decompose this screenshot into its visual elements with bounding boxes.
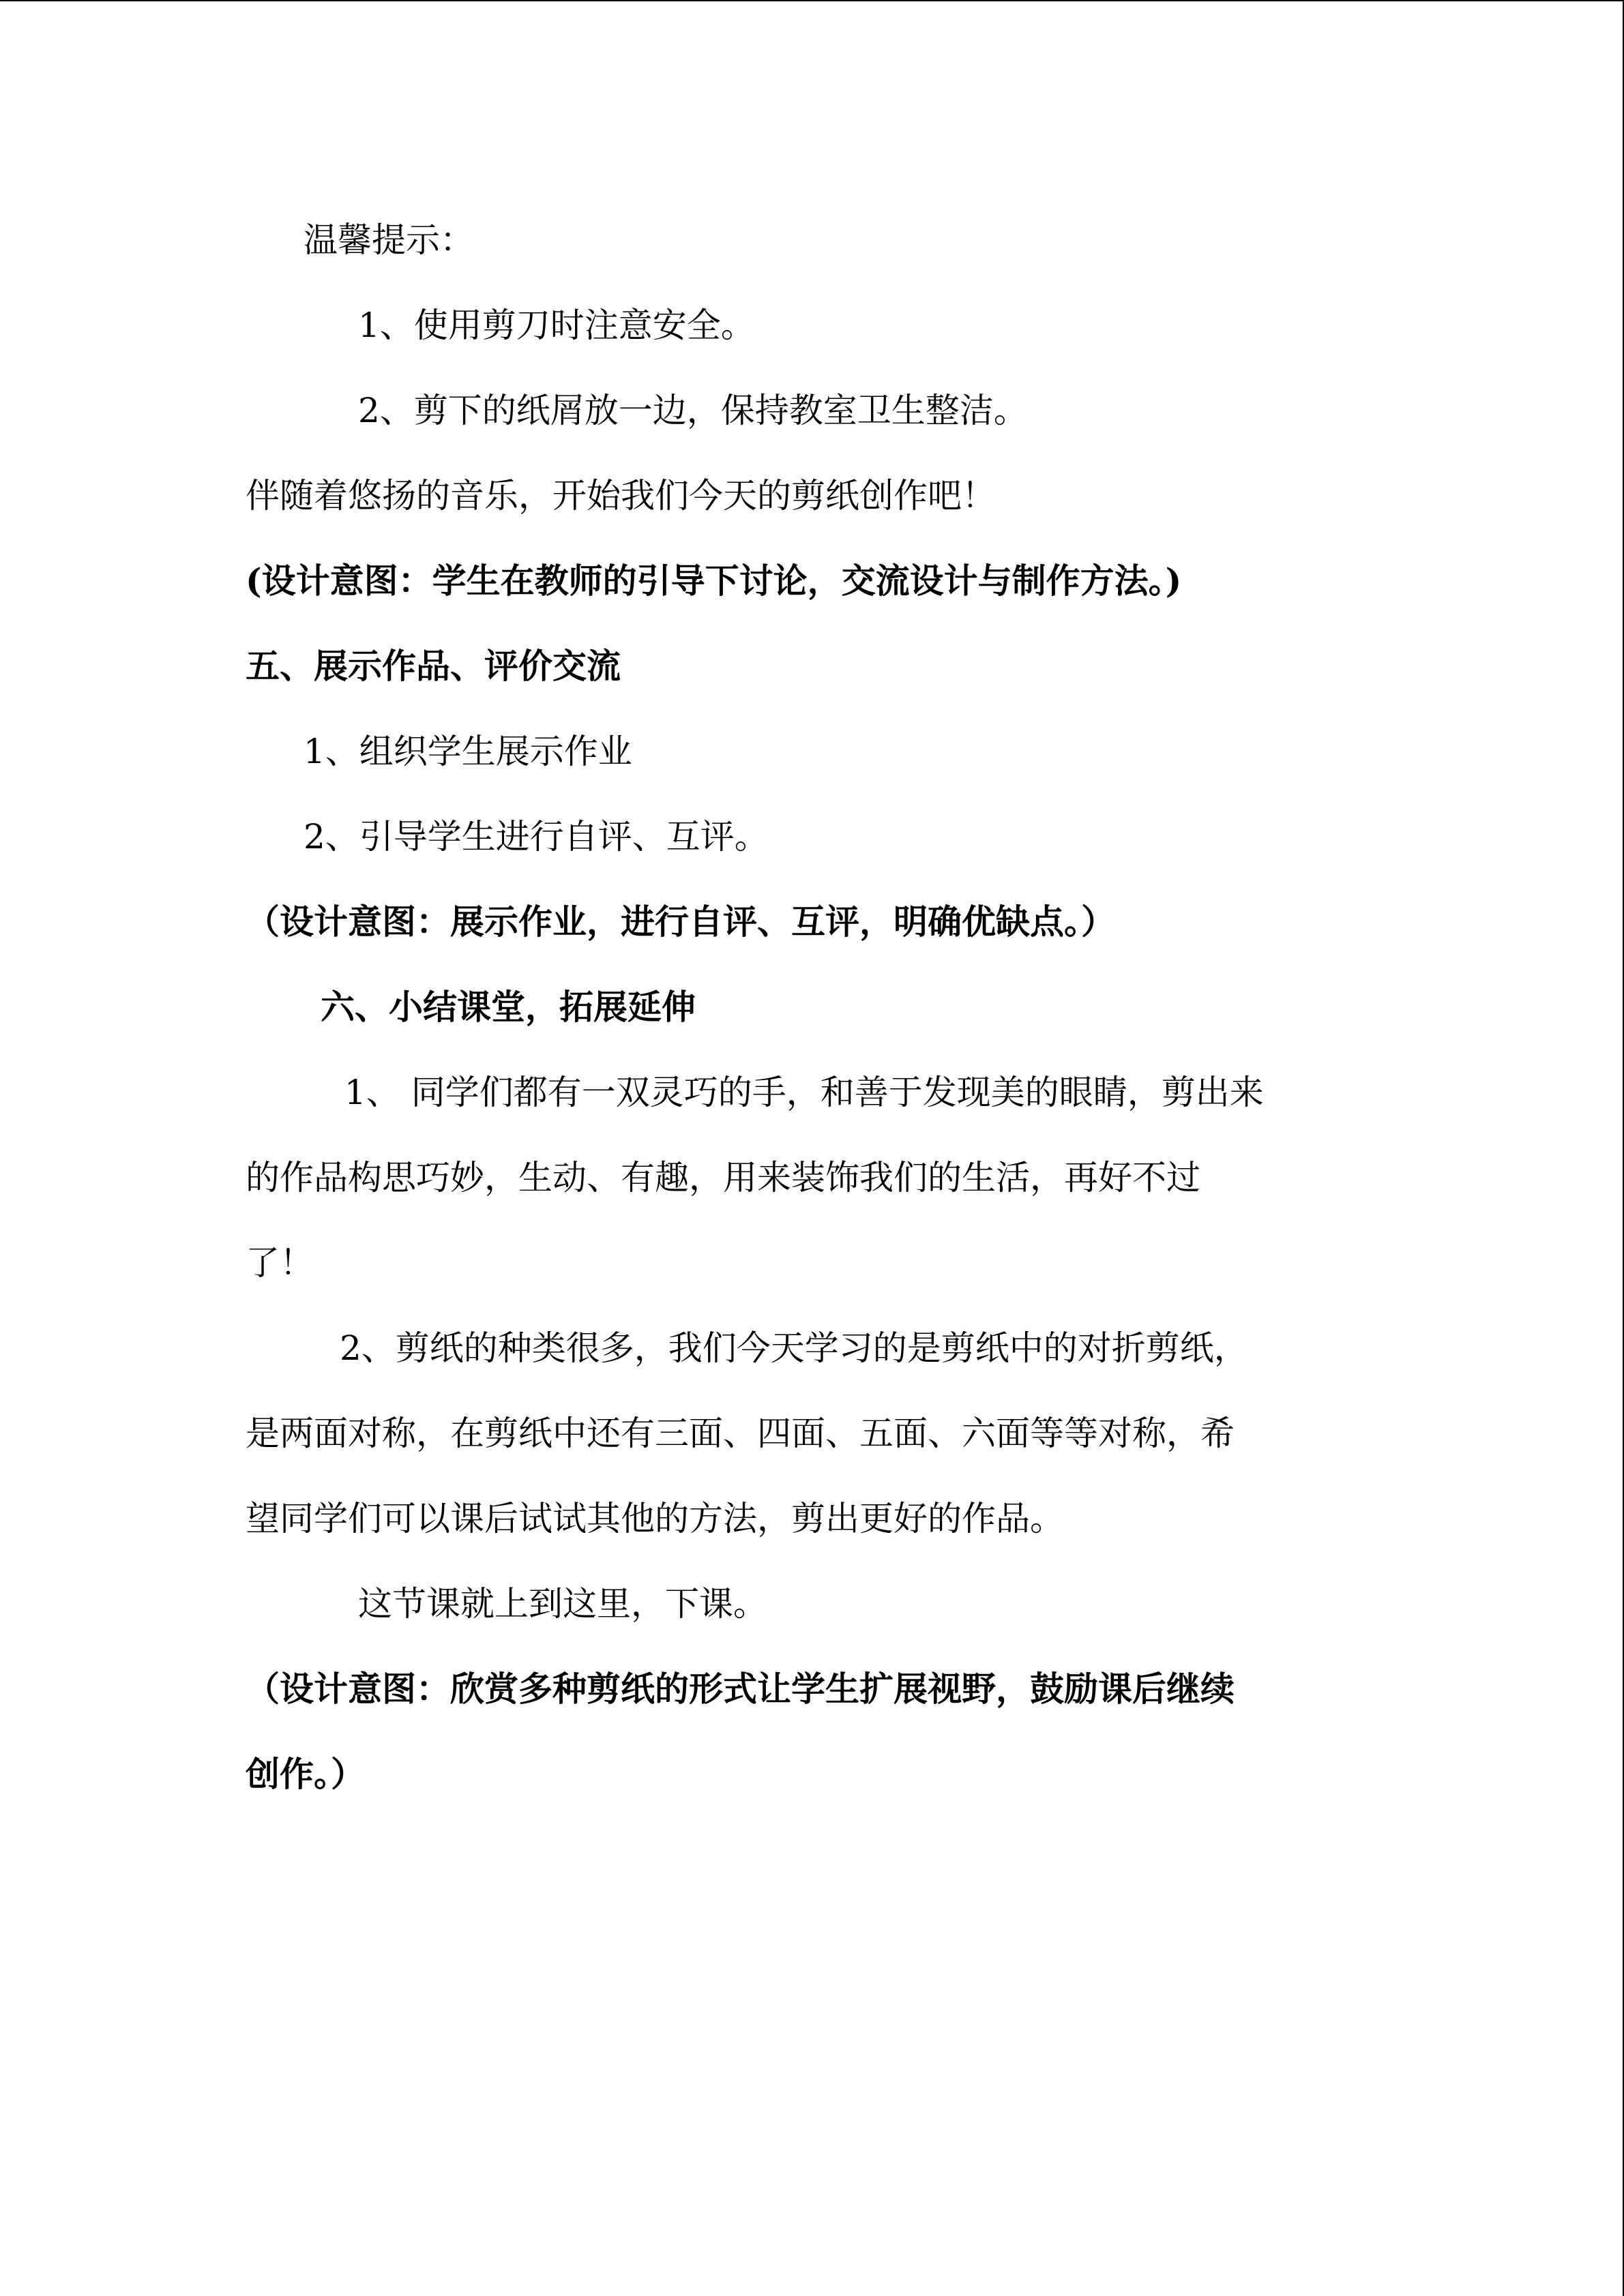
design-intent-note-3-line-2: 创作。） — [246, 1754, 365, 1794]
tip-item-1: 1、使用剪刀时注意安全。 — [358, 305, 755, 345]
closing-sentence: 这节课就上到这里，下课。 — [358, 1584, 767, 1624]
design-intent-note-1: (设计意图：学生在教师的引导下讨论，交流设计与制作方法。) — [246, 561, 1182, 601]
design-intent-note-2: （设计意图：展示作业，进行自评、互评，明确优缺点。） — [246, 901, 1115, 942]
section-5-item-1: 1、组织学生展示作业 — [304, 732, 632, 771]
section-5-item-2: 2、引导学生进行自评、互评。 — [304, 817, 769, 856]
section-6-para-2-line-3: 望同学们可以课后试试其他的方法，剪出更好的作品。 — [246, 1499, 1064, 1538]
section-6-para-2-line-1: 2、剪纸的种类很多，我们今天学习的是剪纸中的对折剪纸， — [340, 1328, 1248, 1368]
section-6-para-1-line-2: 的作品构思巧妙，生动、有趣，用来装饰我们的生活，再好不过 — [246, 1158, 1200, 1197]
section-heading-5: 五、展示作品、评价交流 — [246, 646, 621, 686]
section-6-para-1-line-1: 1、 同学们都有一双灵巧的手，和善于发现美的眼睛，剪出来 — [344, 1073, 1264, 1112]
intro-sentence: 伴随着悠扬的音乐，开始我们今天的剪纸创作吧！ — [246, 476, 996, 516]
section-heading-6: 六、小结课堂，拓展延伸 — [321, 987, 696, 1027]
section-6-para-2-line-2: 是两面对称，在剪纸中还有三面、四面、五面、六面等等对称，希 — [246, 1414, 1235, 1453]
design-intent-note-3-line-1: （设计意图：欣赏多种剪纸的形式让学生扩展视野，鼓励课后继续 — [246, 1669, 1235, 1709]
section-6-para-1-line-3: 了！ — [246, 1243, 314, 1283]
tip-heading: 温馨提示： — [304, 220, 474, 260]
tip-item-2: 2、剪下的纸屑放一边，保持教室卫生整洁。 — [358, 391, 1028, 430]
